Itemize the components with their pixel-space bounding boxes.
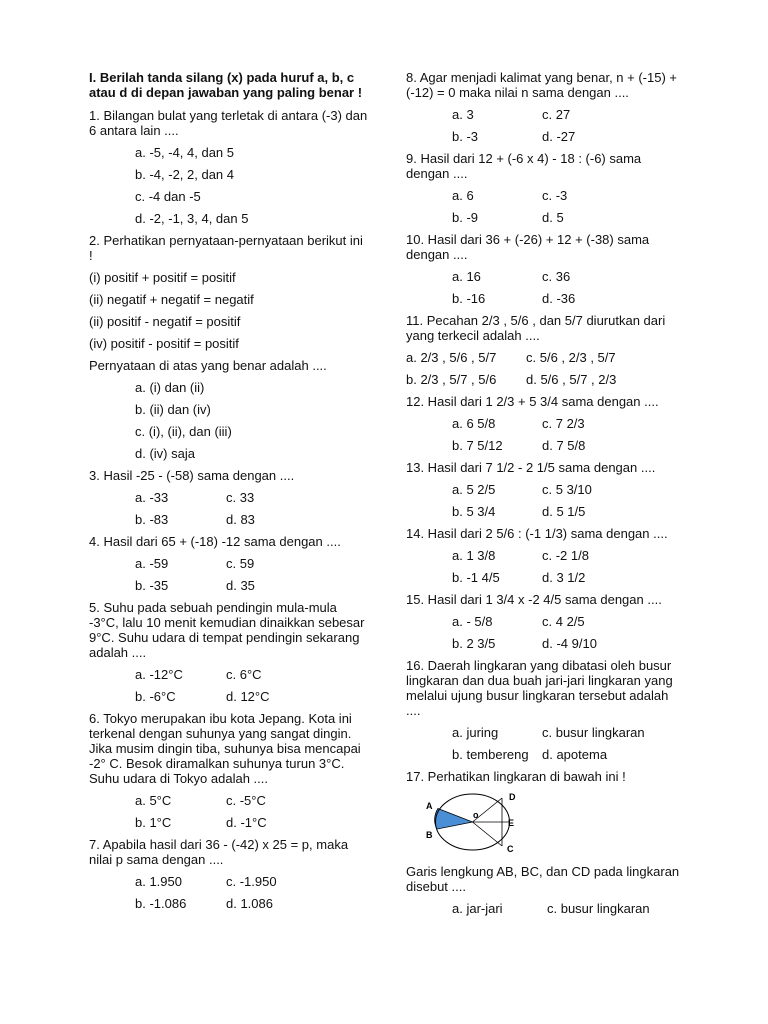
option[interactable]: a. 1 3/8	[452, 548, 496, 563]
statement: (ii) negatif + negatif = negatif	[89, 292, 254, 307]
option[interactable]: b. 2 3/5	[452, 636, 496, 651]
label-a: A	[426, 801, 433, 811]
option[interactable]: d. -36	[542, 291, 576, 306]
option[interactable]: d. 5 1/5	[542, 504, 586, 519]
label-d: D	[509, 792, 516, 802]
option[interactable]: a. 16	[452, 269, 481, 284]
label-e: E	[508, 818, 515, 828]
option[interactable]: a. 1.950	[135, 874, 182, 889]
option[interactable]: d. 35	[226, 578, 255, 593]
option[interactable]: a. -12°C	[135, 667, 183, 682]
option[interactable]: b. -9	[452, 210, 479, 225]
option[interactable]: b. -4, -2, 2, dan 4	[135, 167, 235, 182]
question-14-options	[406, 548, 686, 585]
option[interactable]: b. -1 4/5	[452, 570, 500, 585]
right-column	[406, 70, 686, 923]
option[interactable]: c. 27	[542, 107, 571, 122]
question-11-text: 11. Pecahan 2/3 , 5/6 , dan 5/7 diurutkan dari yang terkecil adalah ....	[406, 313, 666, 343]
question-5-options	[89, 667, 369, 704]
question-7-options	[89, 874, 369, 911]
option[interactable]: c. 33	[226, 490, 255, 505]
question-15-text: 15. Hasil dari 1 3/4 x -2 4/5 sama dengan ....	[406, 592, 662, 607]
option[interactable]: b. -1.086	[135, 896, 187, 911]
option[interactable]: a. - 5/8	[452, 614, 493, 629]
option[interactable]: d. -2, -1, 3, 4, dan 5	[135, 211, 249, 226]
option[interactable]: d. 5	[542, 210, 564, 225]
option[interactable]: b. -83	[135, 512, 169, 527]
option[interactable]: c. -2 1/8	[542, 548, 589, 563]
question-15-options	[406, 614, 686, 651]
question-11-options	[406, 350, 686, 387]
question-17-prompt: Garis lengkung AB, BC, dan CD pada lingkaran disebut ....	[406, 864, 680, 894]
option[interactable]: c. -3	[542, 188, 568, 203]
option[interactable]: b. -16	[452, 291, 486, 306]
option[interactable]: b. tembereng	[452, 747, 529, 762]
question-5-text: 5. Suhu pada sebuah pendingin mula-mula -3°C, lalu 10 menit kemudian dinaikkan sebesar 9°C. Suhu udara di tempat pendingin sekarang adalah ....	[89, 600, 365, 660]
option[interactable]: d. 12°C	[226, 689, 270, 704]
option[interactable]: d. -4 9/10	[542, 636, 597, 651]
option[interactable]: d. -1°C	[226, 815, 267, 830]
question-12-text: 12. Hasil dari 1 2/3 + 5 3/4 sama dengan ....	[406, 394, 659, 409]
question-16-text: 16. Daerah lingkaran yang dibatasi oleh busur lingkaran dan dua buah jari-jari lingkaran yang melalui ujung busur lingkaran tersebut adalah ....	[406, 658, 673, 718]
option[interactable]: c. 59	[226, 556, 255, 571]
label-o: o	[473, 810, 479, 820]
option[interactable]: c. (i), (ii), dan (iii)	[135, 424, 232, 439]
option[interactable]: a. 2/3 , 5/6 , 5/7	[406, 350, 497, 365]
circle-figure	[412, 791, 522, 853]
option[interactable]: b. -3	[452, 129, 479, 144]
option[interactable]: c. -5°C	[226, 793, 266, 808]
option[interactable]: c. busur lingkaran	[547, 901, 650, 916]
option[interactable]: a. 5 2/5	[452, 482, 496, 497]
sector-aob	[435, 809, 473, 830]
option[interactable]: d. 5/6 , 5/7 , 2/3	[526, 372, 617, 387]
question-2-prompt: Pernyataan di atas yang benar adalah ....	[89, 358, 327, 373]
statement: (ii) positif - negatif = positif	[89, 314, 241, 329]
option[interactable]: a. -5, -4, 4, dan 5	[135, 145, 235, 160]
question-9-text: 9. Hasil dari 12 + (-6 x 4) - 18 : (-6) sama dengan ....	[406, 151, 642, 181]
question-4-options	[89, 556, 369, 593]
option[interactable]: a. -33	[135, 490, 169, 505]
option[interactable]: b. (ii) dan (iv)	[135, 402, 211, 417]
option[interactable]: c. -1.950	[226, 874, 277, 889]
option[interactable]: a. 5°C	[135, 793, 172, 808]
option[interactable]: c. busur lingkaran	[542, 725, 645, 740]
option[interactable]: b. 5 3/4	[452, 504, 496, 519]
statement: (iv) positif - positif = positif	[89, 336, 239, 351]
instruction: I. Berilah tanda silang (x) pada huruf a, b, c atau d di depan jawaban yang paling benar !	[89, 70, 363, 100]
option[interactable]: d. 3 1/2	[542, 570, 586, 585]
question-1-text: 1. Bilangan bulat yang terletak di antara (-3) dan 6 antara lain ....	[89, 108, 368, 138]
option[interactable]: c. 36	[542, 269, 571, 284]
label-b: B	[426, 830, 433, 840]
option[interactable]: d. 83	[226, 512, 255, 527]
question-1-options	[89, 145, 369, 226]
question-7-text: 7. Apabila hasil dari 36 - (-42) x 25 = p, maka nilai p sama dengan ....	[89, 837, 349, 867]
option[interactable]: a. jar-jari	[452, 901, 503, 916]
option[interactable]: c. 5 3/10	[542, 482, 592, 497]
question-10-text: 10. Hasil dari 36 + (-26) + 12 + (-38) sama dengan ....	[406, 232, 650, 262]
left-column	[89, 70, 369, 918]
question-16-options	[406, 725, 686, 762]
option[interactable]: b. -35	[135, 578, 169, 593]
option[interactable]: c. -4 dan -5	[135, 189, 201, 204]
question-2-text: 2. Perhatikan pernyataan-pernyataan berikut ini !	[89, 233, 363, 263]
question-2-options	[89, 380, 369, 461]
option[interactable]: c. 6°C	[226, 667, 262, 682]
question-17-options	[406, 901, 686, 916]
radius-oc	[473, 822, 503, 846]
question-13-options	[406, 482, 686, 519]
question-12-options	[406, 416, 686, 453]
option[interactable]: b. 2/3 , 5/7 , 5/6	[406, 372, 497, 387]
question-9-options	[406, 188, 686, 225]
option[interactable]: b. 1°C	[135, 815, 172, 830]
option[interactable]: b. 7 5/12	[452, 438, 503, 453]
option[interactable]: c. 4 2/5	[542, 614, 585, 629]
option[interactable]: d. 1.086	[226, 896, 273, 911]
question-8-options	[406, 107, 686, 144]
option[interactable]: a. (i) dan (ii)	[135, 380, 205, 395]
option[interactable]: d. apotema	[542, 747, 608, 762]
question-10-options	[406, 269, 686, 306]
question-8-text: 8. Agar menjadi kalimat yang benar, n + (-15) + (-12) = 0 maka nilai n sama dengan ....	[406, 70, 677, 100]
question-13-text: 13. Hasil dari 7 1/2 - 2 1/5 sama dengan ....	[406, 460, 656, 475]
option[interactable]: c. 7 2/3	[542, 416, 585, 431]
question-6-options	[89, 793, 369, 830]
option[interactable]: a. 6 5/8	[452, 416, 496, 431]
option[interactable]: a. 6	[452, 188, 474, 203]
question-17-text: 17. Perhatikan lingkaran di bawah ini !	[406, 769, 626, 784]
option[interactable]: c. 5/6 , 2/3 , 5/7	[526, 350, 616, 365]
question-3-options	[89, 490, 369, 527]
question-4-text: 4. Hasil dari 65 + (-18) -12 sama dengan ....	[89, 534, 341, 549]
statement: (i) positif + positif = positif	[89, 270, 236, 285]
option[interactable]: a. juring	[452, 725, 499, 740]
question-14-text: 14. Hasil dari 2 5/6 : (-1 1/3) sama dengan ....	[406, 526, 668, 541]
question-6-text: 6. Tokyo merupakan ibu kota Jepang. Kota ini terkenal dengan suhunya yang sangat dingin. Jika musim dingin tiba, suhunya bisa mencapai -2° C. Besok diramalkan suhunya turun 3°C. Suhu udara di Tokyo adalah ....	[89, 711, 361, 786]
option[interactable]: a. -59	[135, 556, 169, 571]
option[interactable]: d. -27	[542, 129, 576, 144]
label-c: C	[507, 844, 514, 853]
question-3-text: 3. Hasil -25 - (-58) sama dengan ....	[89, 468, 295, 483]
option[interactable]: b. -6°C	[135, 689, 176, 704]
option[interactable]: a. 3	[452, 107, 474, 122]
option[interactable]: d. (iv) saja	[135, 446, 195, 461]
option[interactable]: d. 7 5/8	[542, 438, 586, 453]
